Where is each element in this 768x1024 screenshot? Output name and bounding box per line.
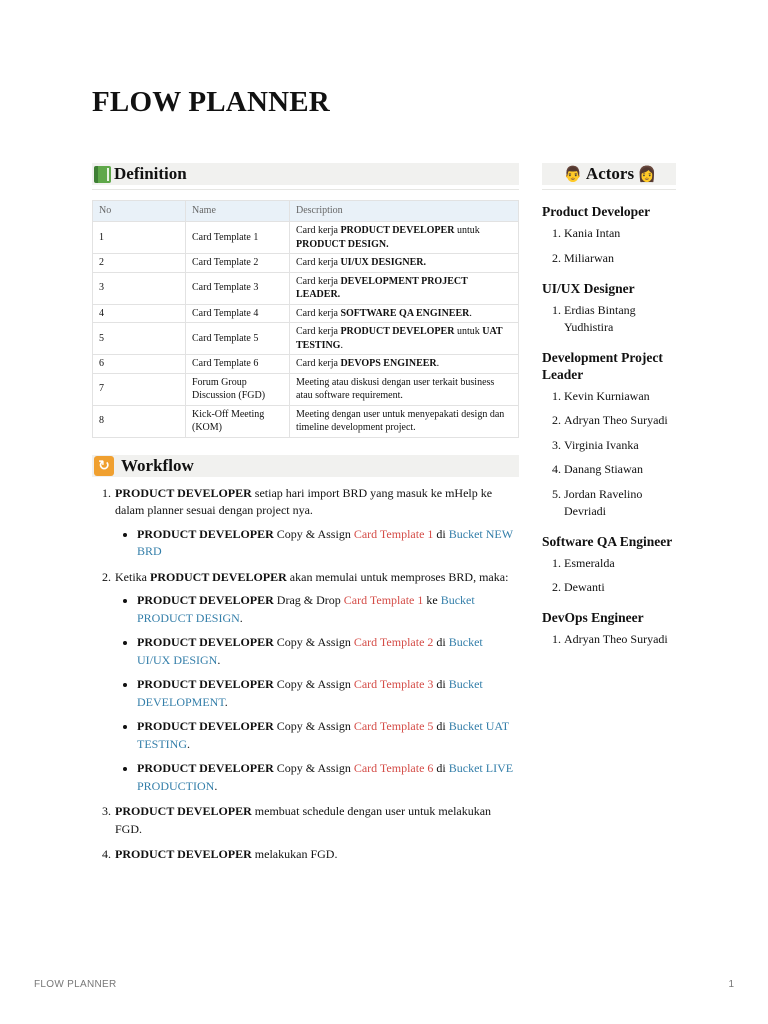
bucket-ref: Bucket NEW BRD — [137, 526, 513, 558]
description-part: DEVELOPMENT PROJECT LEADER. — [296, 275, 468, 300]
description-part: Card kerja — [296, 275, 341, 287]
description-part: UI/UX DESIGNER. — [340, 257, 427, 268]
table-row — [93, 405, 519, 437]
cell-no: 1 — [93, 222, 186, 254]
bucket-ref: Bucket UI/UX DESIGN — [137, 635, 483, 667]
card-template-ref: Card Template 1 — [343, 593, 424, 607]
cell-description — [290, 254, 519, 273]
cell-no: 8 — [93, 405, 186, 437]
bucket-ref: Bucket PRODUCT DESIGN — [137, 593, 475, 625]
step-text: membuat schedule dengan user untuk melakukan FGD. — [115, 804, 492, 836]
cell-description — [290, 373, 519, 405]
cell-description — [290, 304, 519, 323]
sub-step-end: . — [224, 694, 228, 709]
definition-heading — [92, 163, 519, 185]
description-part: PRODUCT DESIGN. — [296, 238, 389, 250]
sub-step-prep: di — [433, 677, 449, 691]
sub-step — [137, 634, 519, 669]
sub-step — [137, 718, 519, 753]
table-row — [93, 222, 519, 254]
table-row — [93, 254, 519, 273]
actor-member: 1. Kania Intan — [564, 225, 676, 242]
actor-member: 2. Miliarwan — [564, 250, 676, 267]
definition-heading-text: Definition — [114, 164, 187, 183]
actor-role-heading: DevOps Engineer — [542, 610, 644, 625]
cell-name: Card Template 5 — [186, 323, 290, 355]
actor-member: 1. Adryan Theo Suryadi — [564, 631, 676, 648]
sub-step-action: Drag & Drop — [273, 593, 344, 607]
table-header-row — [93, 201, 519, 222]
repeat-icon: ↻ — [94, 456, 114, 476]
description-part: Card kerja — [296, 257, 341, 268]
actors-heading — [542, 163, 676, 185]
sub-step-list — [115, 592, 519, 795]
footer-title: FLOW PLANNER — [34, 979, 117, 990]
sub-step-list — [115, 526, 519, 561]
actor-member: 1. Kevin Kurniawan — [564, 388, 676, 405]
actor-role-heading: Product Developer — [542, 204, 651, 219]
actor-groups — [542, 203, 676, 648]
actors-column — [542, 163, 676, 656]
workflow-step — [114, 569, 519, 796]
description-part: PRODUCT DEVELOPER — [340, 225, 455, 236]
step-lead: Ketika — [115, 569, 150, 584]
actor-member: 1. Esmeralda — [564, 555, 676, 572]
sub-step-actor: PRODUCT DEVELOPER — [137, 593, 274, 607]
bucket-ref: Bucket DEVELOPMENT — [137, 677, 483, 709]
sub-step-actor: PRODUCT DEVELOPER — [137, 677, 274, 691]
sub-step — [137, 760, 519, 795]
actor-member: 2. Adryan Theo Suryadi — [564, 412, 676, 429]
sub-step-actor: PRODUCT DEVELOPER — [137, 526, 274, 541]
step-actor: PRODUCT DEVELOPER — [115, 804, 252, 818]
workflow-step — [114, 803, 519, 838]
description-part: untuk — [454, 225, 480, 236]
table-row — [93, 355, 519, 374]
description-part: SOFTWARE QA ENGINEER — [340, 307, 470, 319]
sub-step-action: Copy & Assign — [273, 719, 354, 733]
sub-step-action: Copy & Assign — [273, 526, 354, 541]
sub-step-end: . — [239, 610, 243, 625]
cell-no: 7 — [93, 373, 186, 405]
bucket-ref: Bucket LIVE PRODUCTION — [137, 761, 514, 793]
description-part: Meeting dengan user untuk menyepakati design dan timeline development project. — [296, 408, 505, 433]
cell-description — [290, 272, 519, 304]
table-row — [93, 304, 519, 323]
cell-description — [290, 405, 519, 437]
sub-step-action: Copy & Assign — [273, 677, 354, 691]
actor-member-list — [542, 631, 676, 648]
sub-step — [137, 526, 519, 561]
description-part: PRODUCT DEVELOPER — [340, 326, 455, 337]
description-part: UAT TESTING — [296, 326, 503, 351]
sub-step-end: . — [187, 736, 190, 751]
man-technologist-icon: 👨 — [563, 165, 583, 183]
sub-step-prep: di — [433, 526, 449, 541]
cell-name: Card Template 1 — [186, 222, 290, 254]
actor-member: 2. Dewanti — [564, 579, 676, 596]
sub-step-actor: PRODUCT DEVELOPER — [137, 635, 274, 649]
green-book-icon — [94, 166, 111, 183]
description-part: DEVOPS ENGINEER — [340, 358, 437, 369]
actor-role-heading: UI/UX Designer — [542, 280, 635, 296]
definition-table-body — [93, 222, 519, 438]
sub-step-actor: PRODUCT DEVELOPER — [137, 719, 274, 733]
sub-step — [137, 592, 519, 627]
description-part: Card kerja — [296, 307, 341, 319]
sub-step-actor: PRODUCT DEVELOPER — [137, 761, 274, 775]
sub-step-action: Copy & Assign — [273, 761, 354, 775]
step-text: akan memulai untuk memproses BRD, maka: — [286, 569, 509, 584]
cell-description — [290, 323, 519, 355]
description-part: . — [340, 339, 343, 351]
cell-name: Card Template 6 — [186, 355, 290, 374]
actor-member: 4. Danang Stiawan — [564, 461, 676, 478]
sub-step-prep: ke — [423, 593, 441, 607]
step-actor: PRODUCT DEVELOPER — [115, 485, 252, 500]
actor-member-list — [542, 225, 676, 267]
cell-no: 5 — [93, 323, 186, 355]
definition-table — [92, 200, 519, 438]
main-column — [92, 163, 519, 872]
actor-member-list — [542, 388, 676, 520]
cell-name: Kick-Off Meeting (KOM) — [186, 405, 290, 437]
table-row — [93, 373, 519, 405]
table-row — [93, 323, 519, 355]
bucket-ref: Bucket UAT TESTING — [137, 719, 509, 751]
sub-step — [137, 676, 519, 711]
column-header-name: Name — [186, 201, 290, 222]
sub-step-prep: di — [433, 761, 449, 775]
cell-name: Forum Group Discussion (FGD) — [186, 373, 290, 405]
card-template-ref: Card Template 2 — [353, 635, 434, 649]
sub-step-end: . — [214, 778, 218, 793]
workflow-step — [114, 846, 519, 864]
cell-no: 4 — [93, 304, 186, 323]
cell-name: Card Template 3 — [186, 272, 290, 304]
cell-no: 2 — [93, 254, 186, 273]
description-part: Card kerja — [296, 225, 341, 236]
actor-member-list — [542, 302, 676, 336]
cell-description — [290, 355, 519, 374]
sub-step-action: Copy & Assign — [273, 635, 354, 649]
table-row — [93, 272, 519, 304]
description-part: Card kerja — [296, 358, 341, 369]
sub-step-prep: di — [433, 719, 449, 733]
step-text: melakukan FGD. — [251, 847, 338, 861]
description-part: untuk — [454, 326, 483, 337]
actor-member: 5. Jordan Ravelino Devriadi — [564, 486, 676, 520]
step-actor: PRODUCT DEVELOPER — [150, 569, 287, 584]
actor-member: 1. Erdias Bintang Yudhistira — [564, 302, 676, 336]
cell-description — [290, 222, 519, 254]
workflow-heading-text: Workflow — [121, 455, 194, 475]
divider — [92, 189, 519, 190]
woman-technologist-icon: 👩 — [637, 165, 657, 183]
sub-step-prep: di — [433, 635, 449, 649]
step-actor: PRODUCT DEVELOPER — [115, 847, 252, 861]
actor-member: 3. Virginia Ivanka — [564, 437, 676, 454]
description-part: . — [469, 307, 472, 319]
workflow-steps — [92, 485, 519, 864]
card-template-ref: Card Template 1 — [353, 526, 434, 541]
cell-no: 3 — [93, 272, 186, 304]
sub-step-end: . — [217, 652, 221, 667]
actor-member-list — [542, 555, 676, 597]
card-template-ref: Card Template 3 — [353, 677, 434, 691]
column-header-description: Description — [290, 201, 519, 222]
actors-heading-text: Actors — [585, 164, 635, 183]
workflow-step — [114, 485, 519, 561]
cell-no: 6 — [93, 355, 186, 374]
page-number: 1 — [728, 979, 734, 990]
column-header-no: No — [93, 201, 186, 222]
workflow-heading — [92, 455, 519, 477]
cell-name: Card Template 2 — [186, 254, 290, 273]
divider — [542, 189, 676, 190]
card-template-ref: Card Template 5 — [353, 719, 434, 733]
description-part: Meeting atau diskusi dengan user terkait business atau software requirement. — [296, 376, 495, 401]
description-part: Card kerja — [296, 326, 341, 337]
actor-role-heading: Software QA Engineer — [542, 533, 673, 549]
description-part: . — [436, 358, 440, 369]
card-template-ref: Card Template 6 — [353, 761, 434, 775]
cell-name: Card Template 4 — [186, 304, 290, 323]
actor-role-heading: Development Project Leader — [542, 349, 663, 382]
page-title: FLOW PLANNER — [92, 86, 330, 118]
step-text: setiap hari import BRD yang masuk ke mHelp ke dalam planner sesuai dengan project nya. — [115, 485, 493, 517]
